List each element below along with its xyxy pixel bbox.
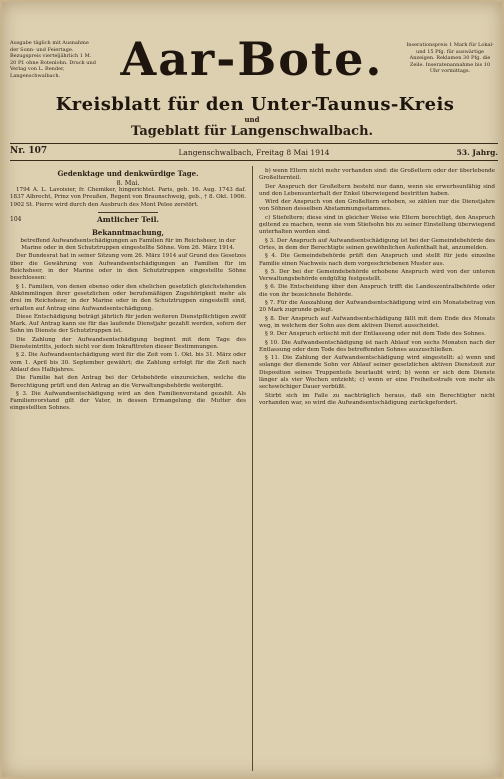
dateline bbox=[10, 146, 498, 160]
article-paragraph: § 3. Der Anspruch auf Aufwandsentschädigung ist bei der Gemeindebehörde des Ortes, in dem der Berechtigte seinen gewöhnlichen Aufenthalt hat, anzumelden. bbox=[259, 237, 495, 251]
article-paragraph: § 5. Der bei der Gemeindebehörde erhobene Anspruch wird von der unteren Verwaltungsbehörde endgültig festgestellt. bbox=[259, 268, 495, 283]
article-paragraph: § 4. Die Gemeindebehörde prüft den Anspruch und stellt für jede einzelne Familie einen Nachweis nach dem vorgeschriebenen Muster aus. bbox=[259, 253, 495, 267]
article-paragraph: c) Stiefeltern; diese sind in gleicher Weise wie Eltern berechtigt, den Anspruch geltend zu machen, wenn sie vom Stiefsohn bis zu seiner Einstellung überwiegend unterhalten worden sind. bbox=[259, 214, 495, 236]
article-paragraph: Die Familie hat den Antrag bei der Ortsbehörde einzureichen, welche die Berechtigung prüft und den Antrag an die Verwaltungsbehörde weitergibt. bbox=[10, 375, 246, 389]
masthead-rule-bottom bbox=[10, 160, 498, 161]
column-divider bbox=[252, 166, 253, 771]
gedenk-text: 1794 A. L. Lavoisier, fr. Chemiker, hingerichtet. Paris, geb. 16. Aug. 1743 daf. 1837 Albrecht, Prinz von Preußen, Regent von Braunschweig, geb., † 8. Okt. 1906. 1902 St. Pierre wird durch den Ausbruch des Mont Pelee zerstört. bbox=[10, 187, 246, 208]
newspaper-title: Aar-Bote. bbox=[120, 32, 384, 86]
article-subtitle: betreffend Aufwandsentschädigungen an Familien für im Reichsheer, in der Marine oder in den Schutztruppen eingestellte Söhne. Vom 26. März 1914. bbox=[20, 237, 236, 252]
article-paragraph: Stirbt sich im Falle zu nachträglich heraus, daß ein Berechtigter nicht vorhanden war, so wird die Aufwandsentschädigung zurückgefordert. bbox=[259, 392, 495, 406]
masthead-ear-left: Ausgabe täglich mit Ausnahme der Sonn- und Feiertage. Bezugspreis vierteljährlich 1 M. 20 Pf. ohne Botenlohn. Druck und Verlag von L. Bender, Langenschwalbach. bbox=[10, 40, 96, 79]
issue-number: Nr. 107 bbox=[10, 146, 48, 156]
section-title: Amtlicher Teil. bbox=[96, 214, 160, 224]
section-header bbox=[10, 216, 246, 226]
masthead bbox=[2, 2, 502, 152]
right-column bbox=[259, 168, 495, 408]
article-paragraph: § 10. Die Aufwandsentschädigung ist nach Ablauf von sechs Monaten nach der Entlassung oder dem Tode des betreffenden Sohnes auszuschließen. bbox=[259, 339, 495, 353]
volume-year: 53. Jahrg. bbox=[456, 148, 498, 157]
article-paragraph: § 7. Für die Auszahlung der Aufwandsentschädigung wird ein Monatsbetrag von 20 Mark zugrunde gelegt. bbox=[259, 300, 495, 314]
article-paragraph: § 6. Die Entscheidung über den Anspruch trifft die Landeszentralbehörde oder die von ihr bezeichnete Behörde. bbox=[259, 284, 495, 298]
newspaper-page bbox=[2, 2, 502, 777]
article-paragraph: § 11. Die Zahlung der Aufwandsentschädigung wird eingestellt: a) wenn und solange der dienende Sohn vor Ablauf seiner gesetzlichen aktiven Dienstzeit zur Disposition seines Truppenteils beurlaubt wird; b) wenn er sich dem Dienste länger als vier Wochen entzieht; c) wenn er eine Freiheitsstrafe von mehr als sechswöchiger Dauer verbüßt. bbox=[259, 355, 495, 391]
gedenk-date: 8. Mai. bbox=[116, 179, 140, 187]
place-and-date: Langenschwalbach, Freitag 8 Mai 1914 bbox=[178, 148, 330, 157]
article-paragraph: § 2. Die Aufwandsentschädigung wird für die Zeit vom 1. Okt. bis 31. März oder vom 1. April bis 30. September gewährt; die Zahlung erfolgt für die Zeit nach Ablauf des Halbjahres. bbox=[10, 352, 246, 373]
section-number: 104 bbox=[10, 215, 22, 223]
article-paragraph: § 8. Der Anspruch auf Aufwandsentschädigung fällt mit dem Ende des Monats weg, in welchem der Sohn aus dem aktiven Dienst ausscheidet. bbox=[259, 315, 495, 329]
article-paragraph: Die Zahlung der Aufwandsentschädigung beginnt mit dem Tage des Diensteintritts, jedoch nicht vor dem Inkrafttreten dieser Bestimmungen. bbox=[10, 336, 246, 351]
separator bbox=[98, 212, 158, 213]
masthead-rule-top bbox=[10, 143, 498, 144]
masthead-ear-right: Inserationspreis 1 Mark für Lokal- und 15 Pfg. für auswärtige Anzeigen. Reklamen 30 Pfg. die Zeile. Inseratenannahme bis 10 Uhr vormittags. bbox=[406, 42, 494, 75]
article-paragraph: § 9. Der Anspruch erlischt mit der Entlassung oder mit dem Tode des Sohnes. bbox=[265, 331, 486, 338]
article-paragraph: Der Bundesrat hat in seiner Sitzung vom 26. März 1914 auf Grund des Gesetzes über die Gewährung von Aufwandsentschädigungen an Familien für im Reichsheer, in der Marine oder in den Schutztruppen eingestellte Söhne beschlossen: bbox=[10, 253, 246, 282]
gedenk-heading: Gedenktage und denkwürdige Tage. bbox=[57, 169, 199, 178]
article-paragraph: Der Anspruch der Großeltern besteht nur dann, wenn sie erwerbsunfähig sind und den Lebensunterhalt der Enkel überwiegend bestritten haben. bbox=[259, 183, 495, 197]
article-paragraph: § 3. Die Aufwandsentschädigung wird an den Familienvorstand gezahlt. Als Familienvorstand gilt der Vater, in dessen Ermangelung die Mutter des eingestellten Sohnes. bbox=[10, 390, 246, 412]
article-paragraph: § 1. Familien, von denen ebenso oder den ehelichen gesetzlich gleichstehenden Abkömmlingen ihrer gesetzlichen oder berufsmäßigen Zugehörigkeit mehr als drei im Reichsheer, in der Marine oder in den Schutztruppen eingestellt sind, erhalten auf Antrag eine Aufwandsentschädigung. bbox=[10, 283, 246, 312]
left-column bbox=[10, 168, 246, 414]
article-paragraph: b) wenn Eltern nicht mehr vorhanden sind: die Großeltern oder der überlebende Großelternteil. bbox=[259, 168, 495, 182]
newspaper-subtitle: Kreisblatt für den Unter-Taunus-Kreis bbox=[55, 94, 455, 115]
article-paragraph: Diese Entschädigung beträgt jährlich für jeden weiteren Dienstpflichtigen zwölf Mark. Auf Antrag kann sie für das laufende Dienstjahr gezahlt werden, sofern der Sohn im Dienste der Schutztruppen ist. bbox=[10, 313, 246, 335]
article-title: Bekanntmachung, bbox=[92, 227, 164, 237]
article-paragraph: Wird der Anspruch von den Großeltern erhoben, so zählen nur die Dienstjahre von Söhnen desselben Abstammungsstammes. bbox=[259, 199, 495, 213]
masthead-und: und bbox=[244, 115, 260, 124]
masthead-tageblatt: Tageblatt für Langenschwalbach. bbox=[130, 124, 374, 139]
